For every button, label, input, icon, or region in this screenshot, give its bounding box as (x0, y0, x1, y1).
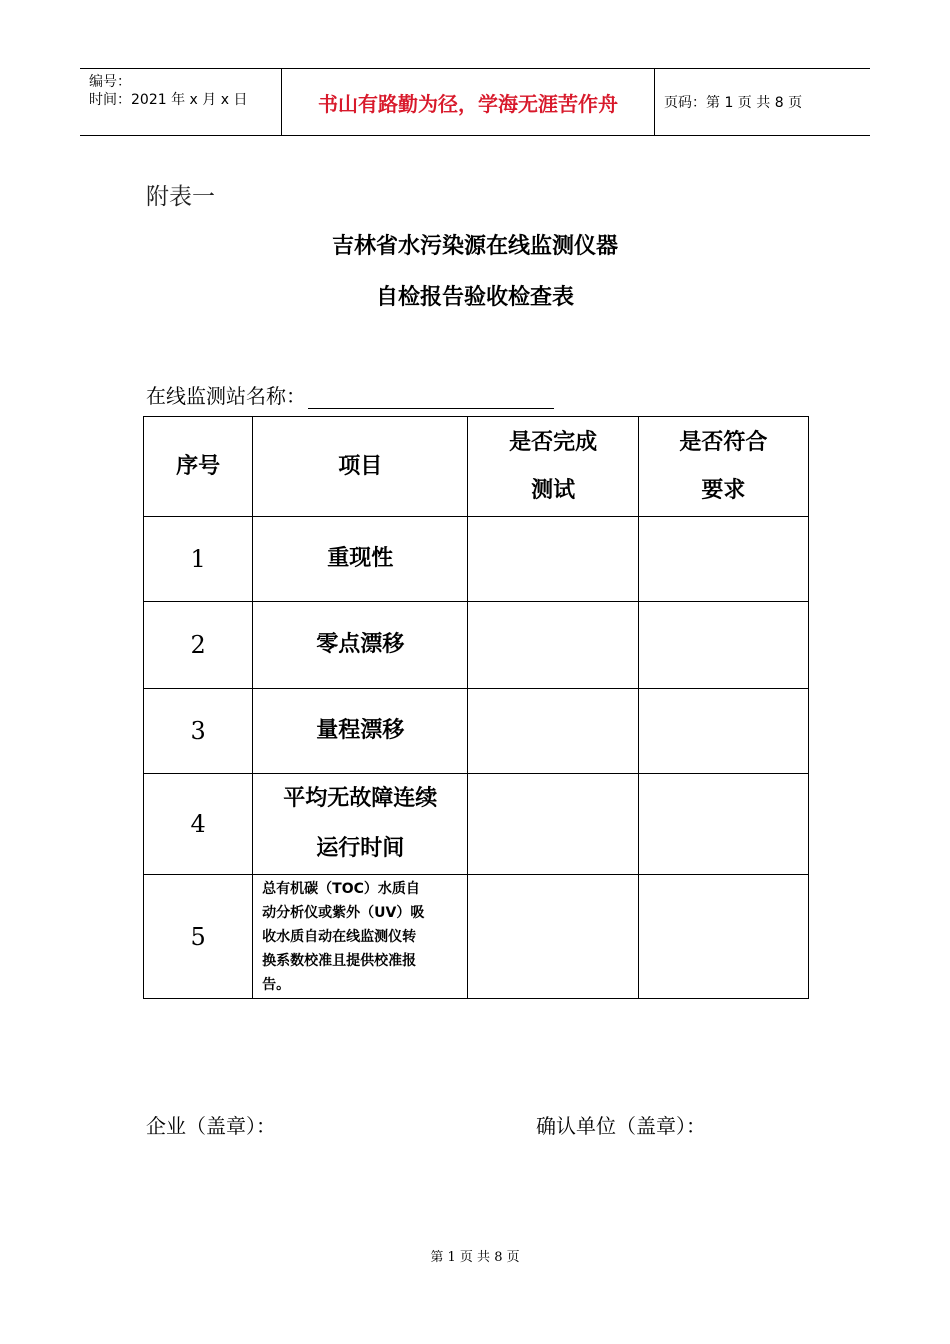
header-seq: 序号 (144, 417, 253, 517)
number-label: 编号： (89, 74, 131, 90)
appendix-label: 附表一 (146, 184, 215, 210)
completed-cell[interactable] (468, 875, 638, 999)
page-footer: 第 1 页 共 8 页 (430, 1250, 520, 1265)
row-item-line: 平均无故障连续 (283, 786, 438, 811)
header-compliant (638, 417, 808, 517)
header-completed-line2: 测试 (531, 477, 576, 503)
row-number: 2 (144, 602, 253, 689)
row-item-line: 运行时间 (316, 836, 405, 861)
row-number: 1 (144, 517, 253, 602)
header-meta (80, 69, 282, 135)
header-compliant-line2: 要求 (701, 477, 746, 503)
table-row (144, 689, 809, 774)
header-completed-line1: 是否完成 (509, 429, 598, 455)
header-page-code (655, 69, 870, 135)
row-item: 量程漂移 (253, 689, 468, 774)
time-label: 时间：2021 年 x 月 x 日 (89, 92, 248, 108)
row-item-line: 告。 (262, 976, 291, 993)
compliant-cell[interactable] (638, 689, 808, 774)
row-item: 零点漂移 (253, 602, 468, 689)
compliant-cell[interactable] (638, 517, 808, 602)
header-compliant-line1: 是否符合 (679, 429, 768, 455)
motto-text: 书山有路勤为径，学海无涯苦作舟 (318, 91, 618, 116)
completed-cell[interactable] (468, 689, 638, 774)
row-item-line: 换系数校准且提供校准报 (262, 952, 417, 969)
row-number: 5 (144, 875, 253, 999)
row-item: 重现性 (253, 517, 468, 602)
completed-cell[interactable] (468, 774, 638, 875)
table-row (144, 774, 809, 875)
completed-cell[interactable] (468, 602, 638, 689)
document-subtitle: 自检报告验收检查表 (375, 285, 574, 310)
inspection-table (143, 416, 809, 999)
table-row (144, 875, 809, 999)
compliant-cell[interactable] (638, 774, 808, 875)
enterprise-seal-label: 企业（盖章）： (146, 1114, 276, 1138)
row-item (253, 875, 468, 999)
header-motto-cell (282, 69, 655, 135)
row-item (253, 774, 468, 875)
compliant-cell[interactable] (638, 602, 808, 689)
row-item-line: 收水质自动在线监测仪转 (262, 928, 417, 945)
station-name-label: 在线监测站名称： (146, 384, 306, 408)
station-name-field (146, 380, 554, 409)
header-completed (468, 417, 638, 517)
header-item: 项目 (253, 417, 468, 517)
completed-cell[interactable] (468, 517, 638, 602)
row-number: 3 (144, 689, 253, 774)
row-item-line: 动分析仪或紫外（UV）吸 (262, 904, 425, 921)
row-number: 4 (144, 774, 253, 875)
table-row (144, 517, 809, 602)
station-name-blank[interactable] (308, 386, 554, 409)
page-code-text: 页码：第 1 页 共 8 页 (664, 95, 803, 111)
document-title: 吉林省水污染源在线监测仪器 (331, 234, 618, 259)
page-header (80, 68, 870, 136)
table-row (144, 602, 809, 689)
confirm-unit-seal-label: 确认单位（盖章）： (536, 1114, 706, 1138)
row-item-line: 总有机碳（TOC）水质自 (262, 880, 420, 897)
compliant-cell[interactable] (638, 875, 808, 999)
table-header-row (144, 417, 809, 517)
